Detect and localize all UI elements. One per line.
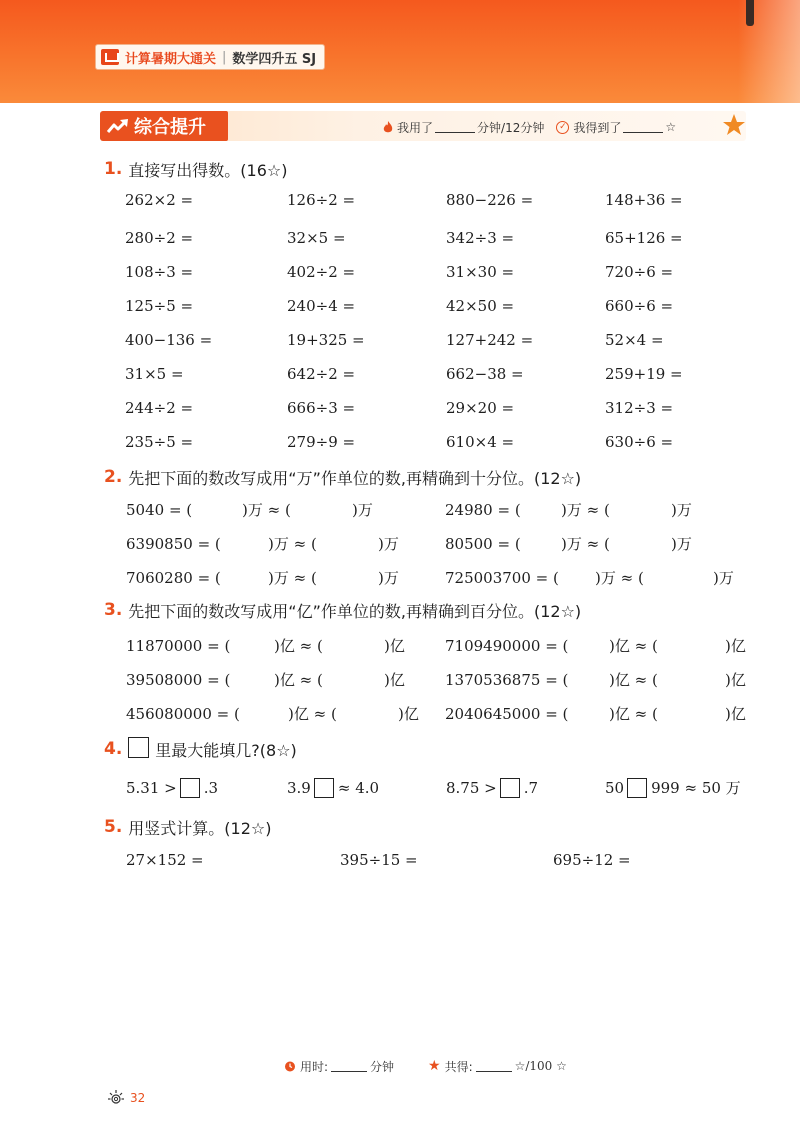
q1-expression: 660÷6 = bbox=[605, 297, 674, 315]
q3-number: 39508000 = ( bbox=[126, 671, 231, 689]
q3-number: 1370536875 = ( bbox=[445, 671, 569, 689]
star-icon-small: ★ bbox=[428, 1058, 441, 1074]
score-star: ☆ bbox=[665, 120, 677, 134]
footer-time-label: 用时: bbox=[300, 1059, 329, 1074]
q3-number: 11870000 = ( bbox=[126, 637, 231, 655]
q3-unit-end: )亿 bbox=[725, 705, 746, 723]
q3-number: 2040645000 = ( bbox=[445, 705, 569, 723]
answer-box[interactable] bbox=[627, 778, 647, 798]
clock-icon bbox=[284, 1060, 296, 1072]
q1-expression: 126÷2 = bbox=[287, 191, 356, 209]
q3-unit-approx: )亿 ≈ ( bbox=[609, 671, 658, 689]
q1-expression: 259+19 = bbox=[605, 365, 683, 383]
q4-after: .3 bbox=[203, 779, 219, 797]
score-label: 我得到了 bbox=[573, 120, 622, 135]
q1-expression: 52×4 = bbox=[605, 331, 664, 349]
q3-unit-end: )亿 bbox=[384, 637, 405, 655]
q4-before: 50 bbox=[605, 779, 625, 797]
q5-expression: 27×152 = bbox=[126, 851, 204, 869]
trend-up-icon bbox=[106, 117, 130, 135]
q1-expression: 244÷2 = bbox=[125, 399, 194, 417]
q1-expression: 642÷2 = bbox=[287, 365, 356, 383]
q1-expression: 235÷5 = bbox=[125, 433, 194, 451]
q2-unit-approx: )万 ≈ ( bbox=[595, 569, 644, 587]
q3-unit-end: )亿 bbox=[725, 671, 746, 689]
q1-expression: 312÷3 = bbox=[605, 399, 674, 417]
q2-unit-end: )万 bbox=[378, 569, 399, 587]
footer-time-blank[interactable] bbox=[331, 1060, 367, 1072]
q2-number: 2. bbox=[104, 467, 123, 487]
q2-number: 6390850 = ( bbox=[126, 535, 221, 553]
timer-info bbox=[382, 117, 676, 137]
q3-unit-approx: )亿 ≈ ( bbox=[274, 671, 323, 689]
q1-expression: 125÷5 = bbox=[125, 297, 194, 315]
q2-unit-approx: )万 ≈ ( bbox=[268, 535, 317, 553]
q1-expression: 240÷4 = bbox=[287, 297, 356, 315]
q2-heading bbox=[104, 465, 581, 489]
section-title-badge bbox=[100, 111, 228, 141]
q5-title: 用竖式计算。(12☆) bbox=[128, 818, 272, 838]
q1-expression: 29×20 = bbox=[446, 399, 515, 417]
time-used-label: 我用了 bbox=[397, 120, 434, 135]
q2-unit-end: )万 bbox=[671, 501, 692, 519]
q1-expression: 720÷6 = bbox=[605, 263, 674, 281]
q4-heading bbox=[104, 737, 297, 761]
q2-number: 7060280 = ( bbox=[126, 569, 221, 587]
q1-expression: 666÷3 = bbox=[287, 399, 356, 417]
answer-box[interactable] bbox=[314, 778, 334, 798]
sun-swirl-icon bbox=[105, 1089, 127, 1107]
time-unit: 分钟 bbox=[477, 120, 502, 135]
corner-mark bbox=[746, 0, 754, 26]
q1-expression: 127+242 = bbox=[446, 331, 534, 349]
q1-expression: 402÷2 = bbox=[287, 263, 356, 281]
q3-unit-approx: )亿 ≈ ( bbox=[288, 705, 337, 723]
footer-time bbox=[284, 1056, 394, 1076]
q1-expression: 65+126 = bbox=[605, 229, 683, 247]
q2-title: 先把下面的数改写成用“万”作单位的数,再精确到十分位。(12☆) bbox=[128, 468, 582, 488]
q5-expression: 395÷15 = bbox=[340, 851, 418, 869]
time-limit: /12分钟 bbox=[501, 120, 545, 135]
q1-expression: 108÷3 = bbox=[125, 263, 194, 281]
star-icon bbox=[722, 113, 746, 137]
q3-unit-approx: )亿 ≈ ( bbox=[609, 705, 658, 723]
q2-unit-approx: )万 ≈ ( bbox=[242, 501, 291, 519]
q1-expression: 400−136 = bbox=[125, 331, 213, 349]
q2-unit-end: )万 bbox=[713, 569, 734, 587]
q2-number: 24980 = ( bbox=[445, 501, 521, 519]
q2-number: 80500 = ( bbox=[445, 535, 521, 553]
q4-before: 3.9 bbox=[287, 779, 311, 797]
q1-expression: 610×4 = bbox=[446, 433, 515, 451]
q1-expression: 342÷3 = bbox=[446, 229, 515, 247]
q3-number: 7109490000 = ( bbox=[445, 637, 569, 655]
q2-unit-approx: )万 ≈ ( bbox=[561, 535, 610, 553]
q1-expression: 19+325 = bbox=[287, 331, 365, 349]
q3-unit-end: )亿 bbox=[725, 637, 746, 655]
subject-title: 数学四升五 SJ bbox=[232, 51, 317, 67]
q3-number: 456080000 = ( bbox=[126, 705, 240, 723]
section-title: 综合提升 bbox=[134, 117, 206, 138]
q4-after: ≈ 4.0 bbox=[337, 779, 380, 797]
q4-comparison-item bbox=[446, 778, 538, 798]
q1-expression: 279÷9 = bbox=[287, 433, 356, 451]
q1-expression: 880−226 = bbox=[446, 191, 534, 209]
q1-expression: 31×30 = bbox=[446, 263, 515, 281]
q2-unit-end: )万 bbox=[352, 501, 373, 519]
answer-box-icon bbox=[128, 737, 149, 758]
q4-number: 4. bbox=[104, 739, 123, 759]
q3-unit-end: )亿 bbox=[384, 671, 405, 689]
footer-score-label: 共得: bbox=[444, 1059, 473, 1074]
answer-box[interactable] bbox=[500, 778, 520, 798]
check-icon: ✓ bbox=[556, 121, 569, 134]
footer-time-unit: 分钟 bbox=[370, 1059, 395, 1074]
q3-unit-approx: )亿 ≈ ( bbox=[609, 637, 658, 655]
series-tag bbox=[95, 44, 325, 70]
q1-expression: 662−38 = bbox=[446, 365, 524, 383]
q4-before: 8.75 > bbox=[446, 779, 497, 797]
q5-number: 5. bbox=[104, 817, 123, 837]
q4-title: 里最大能填几?(8☆) bbox=[155, 740, 297, 760]
q3-heading bbox=[104, 598, 581, 622]
footer-score-total: ☆/100 ☆ bbox=[514, 1059, 567, 1073]
page-number bbox=[105, 1088, 145, 1108]
q1-number: 1. bbox=[104, 159, 123, 179]
q4-comparison-item bbox=[605, 778, 741, 798]
q1-expression: 148+36 = bbox=[605, 191, 683, 209]
q2-unit-end: )万 bbox=[671, 535, 692, 553]
q1-heading bbox=[104, 157, 288, 181]
q4-comparison-item bbox=[126, 778, 218, 798]
footer-score-blank[interactable] bbox=[476, 1060, 512, 1072]
footer-score bbox=[428, 1056, 567, 1076]
q4-comparison-item bbox=[287, 778, 379, 798]
header-separator: | bbox=[222, 49, 227, 65]
time-used-blank[interactable] bbox=[435, 121, 475, 133]
flame-icon bbox=[382, 121, 394, 134]
q1-expression: 630÷6 = bbox=[605, 433, 674, 451]
q4-before: 5.31 > bbox=[126, 779, 177, 797]
q2-number: 5040 = ( bbox=[126, 501, 193, 519]
q3-unit-approx: )亿 ≈ ( bbox=[274, 637, 323, 655]
book-icon bbox=[101, 49, 119, 65]
q1-expression: 31×5 = bbox=[125, 365, 184, 383]
q3-title: 先把下面的数改写成用“亿”作单位的数,再精确到百分位。(12☆) bbox=[128, 601, 582, 621]
q1-expression: 42×50 = bbox=[446, 297, 515, 315]
q2-unit-end: )万 bbox=[378, 535, 399, 553]
q4-after: 999 ≈ 50 万 bbox=[651, 779, 741, 797]
q2-unit-approx: )万 ≈ ( bbox=[268, 569, 317, 587]
q3-number: 3. bbox=[104, 600, 123, 620]
score-blank[interactable] bbox=[623, 121, 663, 133]
q5-expression: 695÷12 = bbox=[553, 851, 631, 869]
series-title: 计算暑期大通关 bbox=[125, 51, 217, 67]
q1-expression: 280÷2 = bbox=[125, 229, 194, 247]
q4-after: .7 bbox=[523, 779, 539, 797]
q1-expression: 32×5 = bbox=[287, 229, 346, 247]
q5-heading bbox=[104, 815, 272, 839]
q1-title: 直接写出得数。(16☆) bbox=[128, 160, 288, 180]
q2-number: 725003700 = ( bbox=[445, 569, 559, 587]
q2-unit-approx: )万 ≈ ( bbox=[561, 501, 610, 519]
q3-unit-end: )亿 bbox=[398, 705, 419, 723]
page-number-text: 32 bbox=[130, 1091, 146, 1105]
answer-box[interactable] bbox=[180, 778, 200, 798]
q1-expression: 262×2 = bbox=[125, 191, 194, 209]
